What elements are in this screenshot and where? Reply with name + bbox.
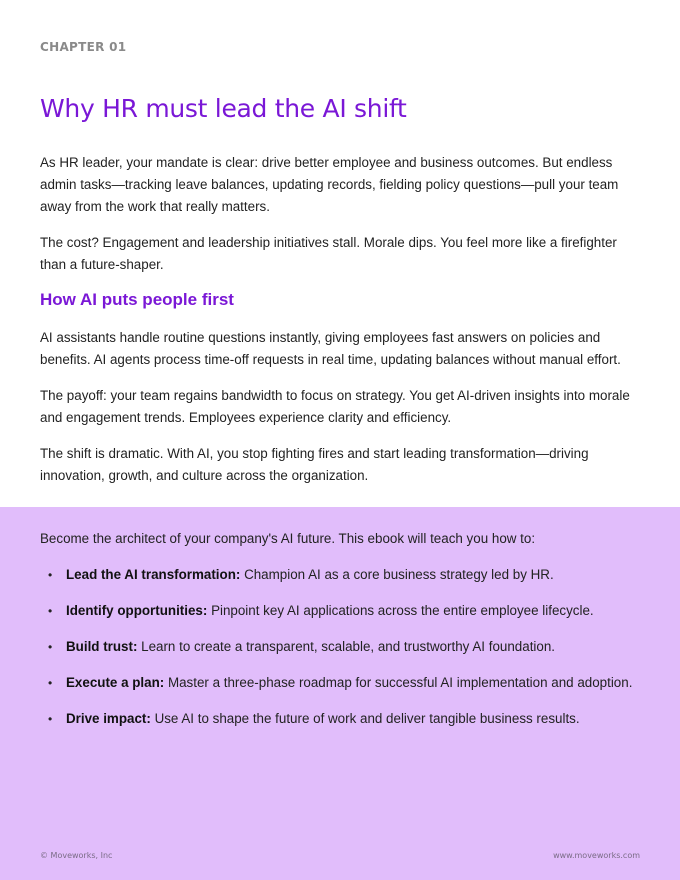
bullet-icon: •	[48, 712, 53, 726]
list-item	[40, 672, 640, 708]
list-item-text: Pinpoint key AI applications across the entire employee lifecycle.	[207, 603, 594, 618]
learning-list	[40, 564, 640, 744]
list-item-text: Learn to create a transparent, scalable, and trustworthy AI foundation.	[137, 639, 556, 654]
body-paragraph: As HR leader, your mandate is clear: drive better employee and business outcomes. But endless admin tasks—tracking leave balances, updating records, fielding policy questions—pull your team away from the work that really matters.	[40, 155, 619, 214]
body-paragraph: AI assistants handle routine questions instantly, giving employees fast answers on policies and benefits. AI agents process time-off requests in real time, updating balances without manual effort.	[40, 330, 621, 367]
footer-website-link[interactable]: www.moveworks.com	[553, 851, 640, 860]
page-title: Why HR must lead the AI shift	[40, 94, 407, 123]
bullet-icon: •	[48, 676, 53, 690]
footer-copyright: © Moveworks, Inc	[40, 851, 113, 860]
list-item-text: Master a three-phase roadmap for successful AI implementation and adoption.	[164, 675, 633, 690]
bullet-icon: •	[48, 604, 53, 618]
callout-intro: Become the architect of your company's AI future. This ebook will teach you how to:	[40, 531, 536, 546]
list-item-label: Execute a plan:	[66, 675, 165, 690]
list-item	[40, 600, 640, 636]
list-item	[40, 708, 640, 744]
list-item-label: Lead the AI transformation:	[66, 567, 241, 582]
list-item-label: Drive impact:	[66, 711, 151, 726]
list-item	[40, 636, 640, 672]
list-item-text: Champion AI as a core business strategy led by HR.	[240, 567, 554, 582]
body-paragraph: The shift is dramatic. With AI, you stop fighting fires and start leading transformation—driving innovation, growth, and culture across the organization.	[40, 446, 589, 483]
chapter-label: CHAPTER 01	[40, 40, 127, 54]
list-item	[40, 564, 640, 600]
callout-panel	[0, 507, 680, 880]
bullet-icon: •	[48, 568, 53, 582]
list-item-label: Identify opportunities:	[66, 603, 208, 618]
list-item-text: Use AI to shape the future of work and deliver tangible business results.	[150, 711, 580, 726]
body-paragraph: The payoff: your team regains bandwidth to focus on strategy. You get AI-driven insights into morale and engagement trends. Employees experience clarity and efficiency.	[40, 388, 630, 425]
body-paragraph: The cost? Engagement and leadership initiatives stall. Morale dips. You feel more like a firefighter than a future-shaper.	[40, 235, 617, 272]
section-subheading: How AI puts people first	[40, 290, 234, 309]
bullet-icon: •	[48, 640, 53, 654]
list-item-label: Build trust:	[66, 639, 138, 654]
